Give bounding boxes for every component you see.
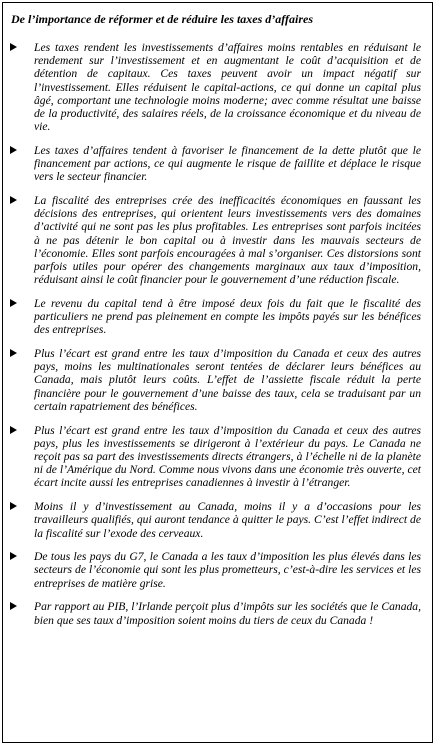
list-item	[3, 194, 432, 286]
list-item	[3, 500, 432, 540]
list-item	[3, 297, 432, 337]
triangle-bullet-icon	[10, 502, 17, 510]
document-box	[2, 2, 433, 743]
triangle-bullet-icon	[10, 196, 17, 204]
list-item	[3, 550, 432, 590]
list-item-text: Le revenu du capital tend à être imposé deux fois du fait que le fiscalité des particuliers ne prend pas pleinement en compte les impôts payés sur les bénéfices des entreprises.	[34, 296, 421, 337]
bullet-list	[3, 41, 432, 637]
triangle-bullet-icon	[10, 146, 17, 154]
list-item	[3, 41, 432, 133]
list-item	[3, 144, 432, 184]
list-item	[3, 347, 432, 413]
list-item-text: Plus l’écart est grand entre les taux d’imposition du Canada et ceux des autres pays, moins les multinationales seront tentées de déclarer leurs bénéfices au Canada, mais plutôt leurs coûts. L’effet de l’assiette fiscale réduit la perte financière pour le gouvernement d’une baisse des taux, cela se traduisant par un certain rapatriement des bénéfices.	[34, 347, 421, 413]
list-item-text: Les taxes rendent les investissements d’affaires moins rentables en réduisant le rendement sur l’investissement et en augmentant le coût d’acquisition et de détention de capitaux. Ces taxes peuvent avoir un impact négatif sur l’investissement. Elles réduisent le capital-actions, ce qui donne un capital plus âgé, comportant une technologie moins moderne; avec comme résultat une baisse de la productivité, des salaires réels, de la croissance économique et du niveau de vie.	[34, 41, 421, 134]
triangle-bullet-icon	[10, 43, 17, 51]
document-title: De l’importance de réformer et de réduire les taxes d’affaires	[11, 12, 314, 26]
list-item-text: Les taxes d’affaires tendent à favoriser le financement de la dette plutôt que le financement par actions, ce qui augmente le risque de faillite et déplace le risque vers le secteur financier.	[34, 143, 421, 184]
list-item-text: De tous les pays du G7, le Canada a les taux d’imposition les plus élevés dans les secteurs de l’économie qui sont les plus prometteurs, c’est-à-dire les services et les entreprises de matière grise.	[34, 550, 421, 590]
triangle-bullet-icon	[10, 602, 17, 610]
triangle-bullet-icon	[10, 426, 17, 434]
list-item-text: Plus l’écart est grand entre les taux d’imposition du Canada et ceux des autres pays, plus les investissements se dirigeront à l’extérieur du pays. Le Canada ne reçoit pas sa part des investissements directs étrangers, à l’échelle ni de la planète ni de l’Amérique du Nord. Comme nous vivons dans une économie très ouverte, cet écart incite aussi les entreprises canadiennes à investir à l’étranger.	[34, 423, 421, 490]
list-item-text: Moins il y d’investissement au Canada, moins il y a d’occasions pour les travailleurs qualifiés, qui auront tendance à quitter le pays. C’est l’effet indirect de la fiscalité sur l’exode des cerveaux.	[34, 500, 421, 540]
triangle-bullet-icon	[10, 349, 17, 357]
list-item-text: Par rapport au PIB, l’Irlande perçoit plus d’impôts sur les sociétés que le Canada, bien que ses taux d’imposition soient moins du tiers de ceux du Canada !	[34, 600, 421, 627]
triangle-bullet-icon	[10, 552, 17, 560]
list-item	[3, 424, 432, 490]
list-item-text: La fiscalité des entreprises crée des inefficacités économiques en faussant les décisions des entreprises, qui orientent leurs investissements vers des domaines d’activité qui ne sont pas les plus profitables. Les entreprises sont parfois incitées à ne pas détenir le bon capital ou à investir dans les mauvais secteurs de l’économie. Elles sont parfois encouragées à mal s’organiser. Ces distorsions sont parfois utiles pour opérer des changements marginaux aux taux d’imposition, réduisant ainsi le coût financier pour le gouvernement d’une réduction fiscale.	[34, 194, 421, 287]
list-item	[3, 600, 432, 626]
triangle-bullet-icon	[10, 299, 17, 307]
